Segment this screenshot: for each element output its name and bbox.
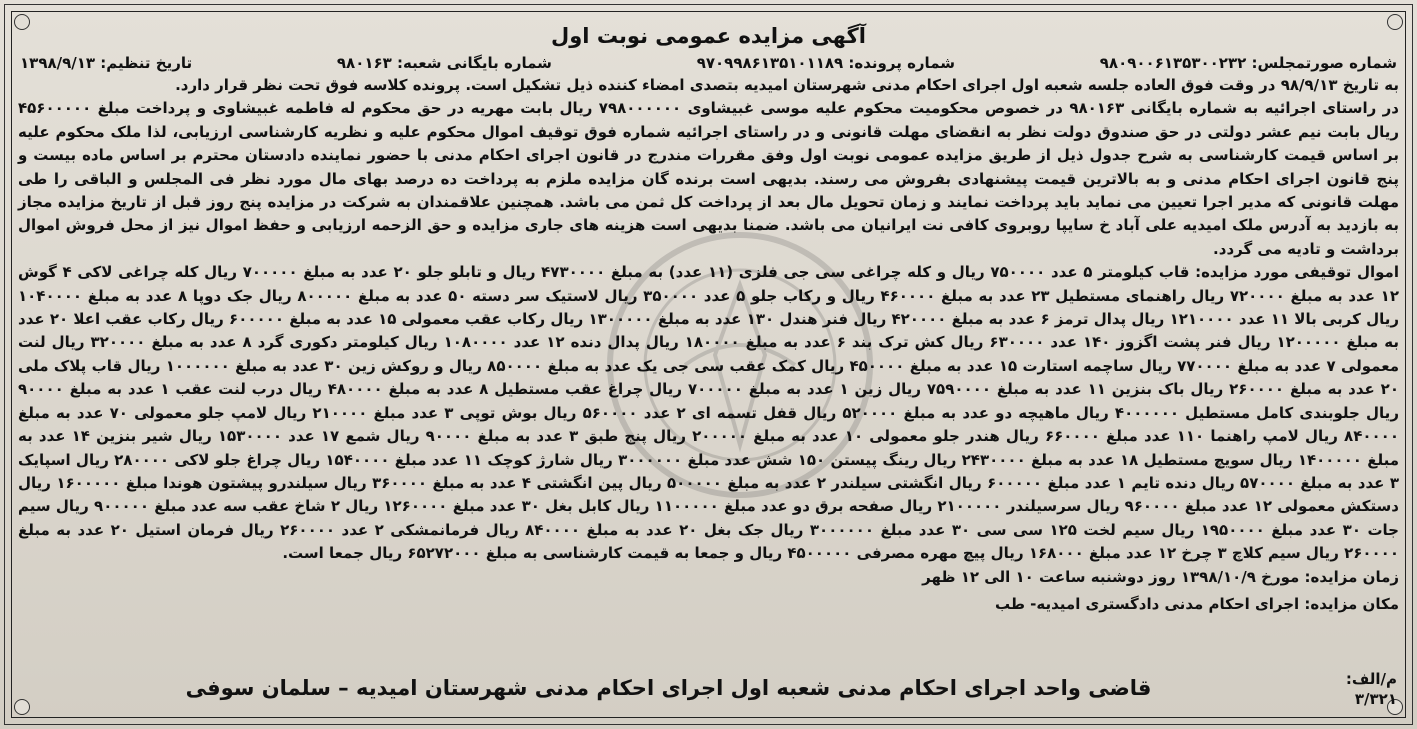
reference-code: م/الف: ۳/۳۲۱ (1345, 670, 1397, 708)
main-paragraph: در راستای اجرائیه به شماره بایگانی ۹۸۰۱۶۳ در خصوص محکومیت محکوم علیه موسی غبیشاوی ۷۹۸۰۰۰۰۰۰ ریال بابت مهریه در حق محکوم له فاطمه غبیشاوی و پرداخت مبلغ ۴۵۶۰۰۰۰۰ ریال بابت نیم عشر دولتی در حق صندوق دولت نظر به انقضای مهلت قانونی و در راستای اجرائیه شماره فوق توقیف اموال محکوم علیه و نظریه کارشناسی ارزیابی، لذا ملک محکوم علیه بر اساس قیمت کارشناسی به شرح جدول ذیل از طریق مزایده عمومی نوبت اول وفق مقررات مندرج در قانون اجرای احکام مدنی با حضور نماینده دادستان محترم بر اساس ماده بیست و پنج قانون اجرای احکام مدنی و به بالاترین قیمت پیشنهادی بفروش می رسند. بدیهی است برنده گان مزایده ملزم به پرداخت ده درصد بهای مال مورد نظر فی المجلس و الباقی را طی مهلت قانونی که مدیر اجرا تعیین می نماید باید پرداخت نمایند و زمان تحویل مال بعد از پرداخت کل ثمن می باشد. همچنین علاقمندان به شرکت در مزایده پنج روز قبل از تاریخ مزایده مجاز به بازدید به آدرس ملک امیدیه علی آباد خ سایپا روبروی کافی نت ایرانیان می باشد. ضمنا بدیهی است هزینه های جاری مزایده و حق الزحمه ارزیابی و حفظ اموال نیز از محل فروش اموال برداشت و تادیه می گردد. (18, 99, 1400, 258)
auction-place: مکان مزایده: اجرای احکام مدنی دادگستری امیدیه- طب (994, 594, 1399, 613)
case-number: شماره پرونده: ۹۷۰۹۹۸۶۱۳۵۱۰۱۱۸۹ (696, 54, 955, 72)
issue-date: تاریخ تنظیم: ۱۳۹۸/۹/۱۳ (20, 54, 193, 72)
signature-block (18, 665, 1399, 709)
notice-title: آگهی مزایده عمومی نوبت اول (551, 24, 866, 48)
notice-content (18, 20, 1399, 715)
signer-name: قاضی واحد اجرای احکام مدنی شعبه اول اجرای احکام مدنی شهرستان امیدیه – سلمان سوفی (185, 676, 1152, 700)
auction-time: زمان مزایده: مورخ ۱۳۹۸/۱۰/۹ روز دوشنبه ساعت ۱۰ الی ۱۲ ظهر (922, 567, 1399, 586)
archive-number: شماره بایگانی شعبه: ۹۸۰۱۶۳ (336, 54, 552, 72)
items-paragraph: اموال توقیفی مورد مزایده: قاب کیلومتر ۵ عدد ۷۵۰۰۰۰ ریال و کله چراغی سی جی فلزی (۱۱ عدد) به مبلغ ۴۷۳۰۰۰۰ ریال و تابلو جلو ۲۰ عدد به مبلغ ۷۰۰۰۰۰ ریال کله چراغی لاکی ۴ گوش ۱۲ عدد به مبلغ ۷۲۰۰۰۰ ریال راهنمای مستطیل ۲۳ عدد به مبلغ ۴۶۰۰۰۰ ریال و رکاب جلو ۵ عدد ۳۵۰۰۰۰ ریال لاستیک سر دسته ۵۰ عدد به مبلغ ۸۰۰۰۰۰ ریال جک دوپا ۸ عدد به مبلغ ۱۰۴۰۰۰۰ ریال کربی بالا ۱۱ عدد ۱۲۱۰۰۰۰ ریال پدال ترمز ۶ عدد به مبلغ ۴۲۰۰۰۰ ریال فنر هندل ۱۳۰ عدد به مبلغ ۱۳۰۰۰۰۰ ریال رکاب عقب معمولی ۱۵ عدد به مبلغ ۶۰۰۰۰۰ ریال رکاب عقب اعلا ۲۰ عدد به مبلغ ۱۲۰۰۰۰۰ ریال فنر پشت اگزوز ۱۴۰ عدد ۶۳۰۰۰۰ ریال کش ترک بند ۶ عدد به مبلغ ۱۸۰۰۰۰ ریال پدال دنده ۱۲ عدد ۱۰۸۰۰۰۰ ریال کیلومتر دکوری گرد ۸ عدد به مبلغ ۳۲۰۰۰۰ ریال لنت معمولی ۷ عدد به مبلغ ۷۷۰۰۰۰ ریال ساچمه استارت ۱۵ عدد به مبلغ ۴۵۰۰۰۰ ریال کمک عقب سی جی یک عدد به مبلغ ۸۵۰۰۰۰ ریال و روکش زین ۳۰ عدد به مبلغ ۱۰۰۰۰۰۰ ریال قاب پلاک ملی ۲۰ عدد به مبلغ ۲۶۰۰۰۰ ریال باک بنزین ۱۱ عدد به مبلغ ۷۵۹۰۰۰۰ ریال زین ۱ عدد به مبلغ ۷۰۰۰۰۰ ریال چراغ عقب مستطیل ۸ عدد به مبلغ ۴۸۰۰۰۰ ریال درب لنت عقب ۱ عدد به مبلغ ۹۰۰۰۰ ریال جلوبندی کامل مستطیل ۴۰۰۰۰۰۰ ریال ماهیچه دو عدد به مبلغ ۵۲۰۰۰۰ ریال قفل تسمه ای ۲ عدد ۵۶۰۰۰۰ ریال بوش توپی ۳ عدد مبلغ ۲۱۰۰۰۰ ریال لامپ جلو معمولی ۷۰ عدد به مبلغ ۸۴۰۰۰۰ ریال لامپ راهنما ۱۱۰ عدد مبلغ ۶۶۰۰۰۰ ریال هندر جلو معمولی ۱۰ عدد به مبلغ ۲۰۰۰۰۰ ریال پنج طبق ۳ عدد به مبلغ ۹۰۰۰۰ ریال شمع ۱۷ عدد ۱۵۳۰۰۰۰ ریال شیر بنزین ۱۴ عدد به مبلغ ۱۴۰۰۰۰۰ ریال سویچ مستطیل ۱۸ عدد به مبلغ ۲۴۳۰۰۰۰ ریال رینگ پیستن ۱۵۰ شش عدد مبلغ ۳۰۰۰۰۰۰ ریال شارژ کوچک ۱۱ عدد مبلغ ۱۵۴۰۰۰۰ ریال چراغ جلو لاکی ۲۸۰۰۰۰ ریال اسپایک ۳ عدد به مبلغ ۵۷۰۰۰۰ ریال دنده تایم ۱ عدد مبلغ ۶۰۰۰۰۰ ریال انگشتی سیلندر ۲ عدد به مبلغ ۵۰۰۰۰۰ ریال پین انگشتی ۴ عدد به مبلغ ۳۶۰۰۰۰ ریال سیلندرو پیشتون هوندا مبلغ ۱۶۰۰۰۰۰ ریال دستکش معمولی ۱۲ عدد مبلغ ۹۶۰۰۰۰ ریال سرسیلندر ۲۱۰۰۰۰۰ ریال صفحه برق دو عدد مبلغ ۱۱۰۰۰۰۰ ریال کابل بغل ۳۰ عدد مبلغ ۱۲۶۰۰۰۰ ریال ۲ شاخ عقب سه عدد مبلغ ۹۰۰۰۰۰ ریال سیم جات ۳۰ عدد مبلغ ۱۹۵۰۰۰۰ ریال سیم لخت ۱۲۵ سی سی ۳۰ عدد مبلغ ۳۰۰۰۰۰۰ ریال جک بغل ۲۰ عدد به مبلغ ۸۴۰۰۰۰ ریال فرمانمشکی ۲ عدد ۲۶۰۰۰۰ ریال فرمان استیل ۲۰ عدد به مبلغ ۲۶۰۰۰۰ ریال سیم کلاچ ۳ چرخ ۱۲ عدد مبلغ ۱۶۸۰۰۰ ریال پیچ مهره مصرفی ۴۵۰۰۰۰۰ ریال و جمعا به قیمت کارشناسی به مبلغ ۶۵۲۷۲۰۰۰ ریال جمعا است. (18, 263, 1400, 563)
session-number: شماره صورتمجلس: ۹۸۰۹۰۰۶۱۳۵۳۰۰۲۳۲ (1099, 54, 1397, 72)
notice-meta-row (18, 52, 1399, 74)
intro-paragraph: به تاریخ ۹۸/۹/۱۳ در وقت فوق العاده جلسه شعبه اول اجرای احکام مدنی شهرستان امیدیه بتصدی امضاء کننده ذیل تشکیل است. پرونده کلاسه فوق تحت نظر قرار دارد. (175, 76, 1399, 94)
